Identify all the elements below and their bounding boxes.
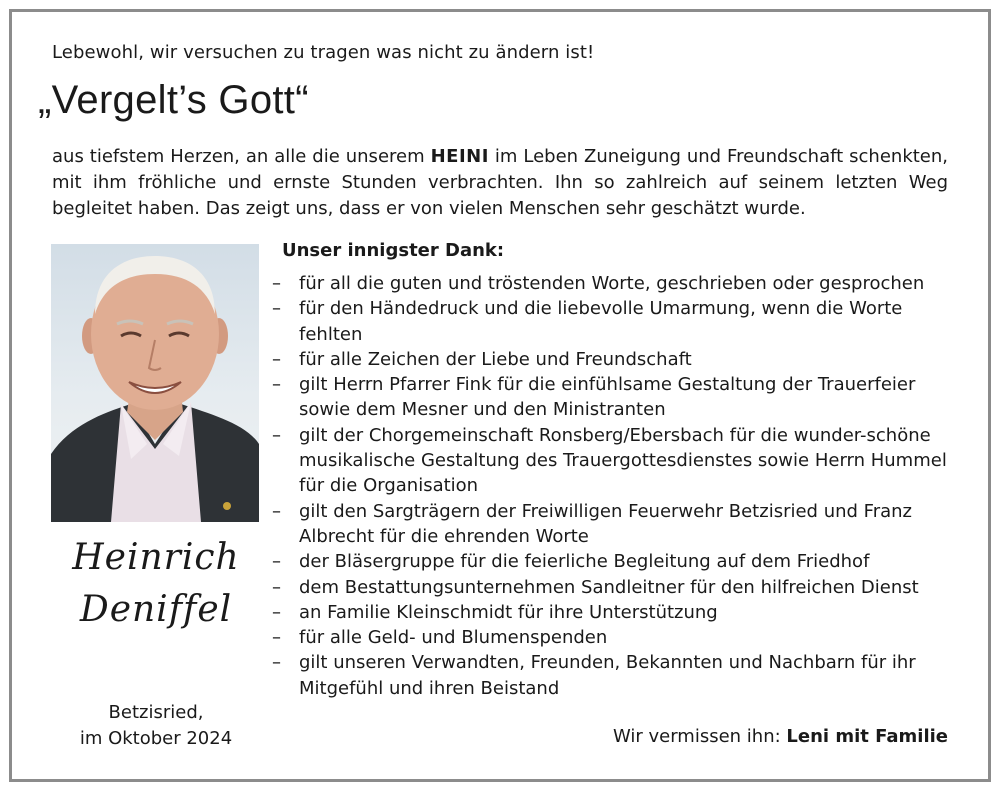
thanks-item — [272, 347, 962, 372]
intro-text-before: aus tiefstem Herzen, an alle die unserem — [52, 146, 431, 167]
notice-title: „Vergelt’s Gott“ — [38, 78, 309, 122]
thanks-item — [272, 296, 962, 347]
list-dash: – — [272, 348, 281, 370]
list-dash: – — [272, 601, 281, 623]
closing-signers: Leni mit Familie — [786, 726, 948, 747]
thanks-list — [272, 271, 962, 701]
thanks-item — [272, 271, 962, 296]
list-dash: – — [272, 627, 281, 649]
thanks-item — [272, 372, 962, 423]
thanks-item — [272, 423, 962, 499]
thanks-item-text: für all die guten und tröstenden Worte, geschrieben oder gesprochen — [299, 273, 925, 294]
portrait-illustration — [51, 244, 259, 522]
thanks-item-text: an Familie Kleinschmidt für ihre Unterstützung — [299, 601, 718, 623]
thanks-item-text: für alle Zeichen der Liebe und Freundschaft — [299, 348, 692, 370]
thanks-item — [272, 600, 962, 625]
portrait-photo — [51, 244, 259, 522]
thanks-item — [272, 575, 962, 600]
list-dash: – — [272, 551, 281, 573]
thanks-item-text: der Bläsergruppe für die feierliche Begleitung auf dem Friedhof — [299, 551, 870, 573]
closing-line — [613, 726, 948, 747]
place-date — [50, 700, 262, 752]
list-dash: – — [272, 273, 281, 294]
last-name: Deniffel — [79, 589, 233, 630]
list-dash: – — [272, 374, 281, 396]
intro-text-after: im Leben Zuneigung und Freundschaft schenkten, mit ihm fröhliche und ernste Stunden verbrachten. Ihn so zahlreich auf seinem letzten Weg begleitet haben. Das zeigt uns, dass er von vielen Menschen sehr geschätzt wurde. — [52, 146, 948, 219]
list-dash: – — [272, 424, 281, 446]
thanks-item — [272, 549, 962, 574]
closing-prefix: Wir vermissen ihn: — [612, 726, 787, 747]
thanks-item-text: für alle Geld- und Blumenspenden — [299, 627, 608, 649]
first-name: Heinrich — [72, 537, 240, 578]
thanks-item-text: gilt Herrn Pfarrer Fink für die einfühlsame Gestaltung der Trauerfeier sowie dem Mesner und den Ministranten — [299, 374, 916, 421]
intro-paragraph — [52, 144, 948, 222]
list-dash: – — [272, 652, 281, 674]
list-dash: – — [272, 576, 281, 598]
intro-nickname: HEINI — [430, 146, 489, 167]
thanks-item — [272, 625, 962, 650]
deceased-name — [50, 532, 262, 636]
thanks-heading: Unser innigster Dank: — [282, 240, 505, 261]
thanks-item-text: gilt den Sargträgern der Freiwilligen Feuerwehr Betzisried und Franz Albrecht für die ehrenden Worte — [299, 500, 912, 547]
motto-line: Lebewohl, wir versuchen zu tragen was nicht zu ändern ist! — [52, 42, 595, 63]
thanks-item-text: gilt unseren Verwandten, Freunden, Bekannten und Nachbarn für ihr Mitgefühl und ihren Beistand — [299, 652, 916, 699]
thanks-item-text: für den Händedruck und die liebevolle Umarmung, wenn die Worte fehlten — [299, 298, 903, 345]
date-line: im Oktober 2024 — [79, 728, 233, 749]
place-line: Betzisried, — [108, 702, 204, 723]
thanks-item-text: dem Bestattungsunternehmen Sandleitner für den hilfreichen Dienst — [299, 576, 919, 598]
thanks-item — [272, 650, 962, 701]
thanks-item-text: gilt der Chorgemeinschaft Ronsberg/Ebersbach für die wunder-schöne musikalische Gestaltung des Trauergottesdienstes sowie Herrn Hummel für die Organisation — [299, 424, 947, 497]
list-dash: – — [272, 298, 281, 320]
thanks-item — [272, 499, 962, 550]
list-dash: – — [272, 500, 281, 522]
